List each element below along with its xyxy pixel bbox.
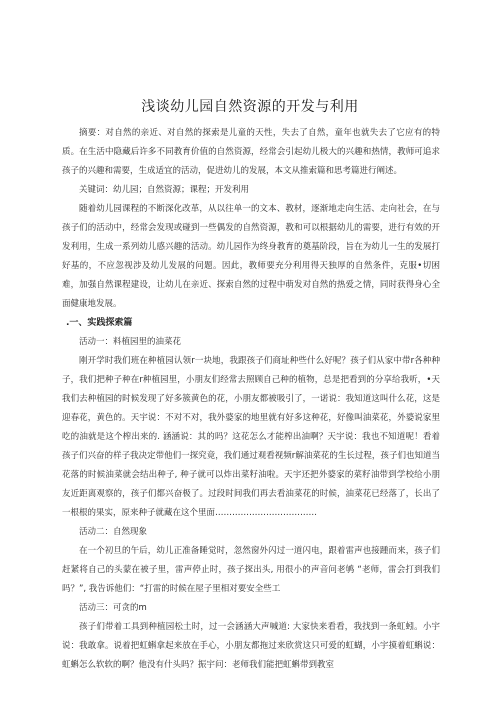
document-title: 浅谈幼儿园自然资源的开发与利用: [141, 99, 359, 115]
intro-paragraph: 随着幼儿园课程的不断深化改革，从以往单一的文本、教材，逐渐地走向生活、走向社会，在与孩子们的活动中，经常会发现或碰到一些偶发的自然资源，教和可以根据幼儿的需要，进行有效的开发利用，生成一系列幼儿感兴趣的活动。幼儿园作为终身教育的奠基阶段，旨在为幼儿一生的发展打好基的，不应忽视涉及幼儿发展的问题。因此，教师要充分利用得天独厚的自然条件，克服•切困难，加强自然课程建设，让幼儿在亲近、探索自然的过程中萌发对自然的热爱之情，同时获得身心全面健康地发展。: [62, 204, 440, 309]
section-heading-practice: .一、实践探索篇: [66, 318, 133, 328]
document-body: [62, 124, 440, 675]
activity-3-paragraph: 孩子们带着工具到种植园松土时，过一会涵涵大声喊道: 大家快来看看，我找到一条虹蚓。小宇说：我敢拿。说着把虹蝌拿起来放在手心，小朋友都拖过来欣赏这只可爱的虹蝴，小宇摸着虹蝌说：虹蝌怎么软软的啊？他没有什头吗？振宇问：老师我们能把虹蝌带到教室: [62, 622, 440, 670]
activity-2-paragraph: 在一个初旦的午后，幼儿正准备睡觉时，忽然窗外闪过一道闪电，跟着雷声也接踵而来，孩子们赶紧将自己的头蒙在被子里，雷声停止时，孩子探出头, 用很小的声音问老鸲 “老师，雷会打到我们吗？”, 我告诉他们：“打雷的时候在屋子里相对要安全些工: [62, 546, 440, 594]
activity-1-title: 活动一：料植园里的油菜花: [79, 337, 182, 347]
activity-1-paragraph: [62, 352, 440, 523]
abstract-paragraph: 摘要：对自然的亲近、对自然的探索是儿童的天性，失去了自然，童年也就失去了它应有的特质。在生活中隐藏后许多不同教育价值的自然资源，经常会引起幼儿极大的兴趣和热情，教师可追求孩子的兴趣和需要，生成适宜的活动，促进幼儿的发展，本文从推索篇和思考篇进行阐述。: [62, 128, 440, 176]
keywords-line: 关键词：幼儿园；自然资源；课程；开发利用: [79, 185, 250, 195]
activity-3-title: 活动三：可贪的m: [79, 603, 147, 613]
ellipsis-dots: ………………………………: [215, 508, 318, 518]
activity-2-title: 活动二：自然现象: [79, 527, 148, 537]
activity-1-text: 刚开学时我们班在种植园认领r一块地，我跟孩子们商址种些什么好呢？孩子们从家中带r各种种子，我们把种子种在r种植园里，小朋友们经常去照顾自己种的植物，总是把看到的分享给我听，•天我们去种植园的时候发现了好多簇黄色的花，小朋友都被吸引了，一诺说：我知道这叫什么花，这是迎春花，黄色的。天宇说：不对不对，我外婆家的地里就有好多这种花，好像叫油菜花，外婆说家里吃的油就是这个榨出来的. 涵涵说：其的吗？这花怎么才能榨出油啊？天宇说：我也不知道呢！看着孩子们兴奋的样子我决定带他们一探究竟，我们通过观看视频r解油菜花的生长过程，孩子们也知道当花落的时候油菜就会结出种子, 种子就可以炸出菜籽油啦。天宇还把外婆家的菜籽油带到学校给小朋友近距离观察的，孩子们都兴奋极了。过段时间我们再去看油菜花的时候，油菜花已经落了，长出了一根根的果实，原来种子就藏在这个里面: [62, 356, 440, 518]
